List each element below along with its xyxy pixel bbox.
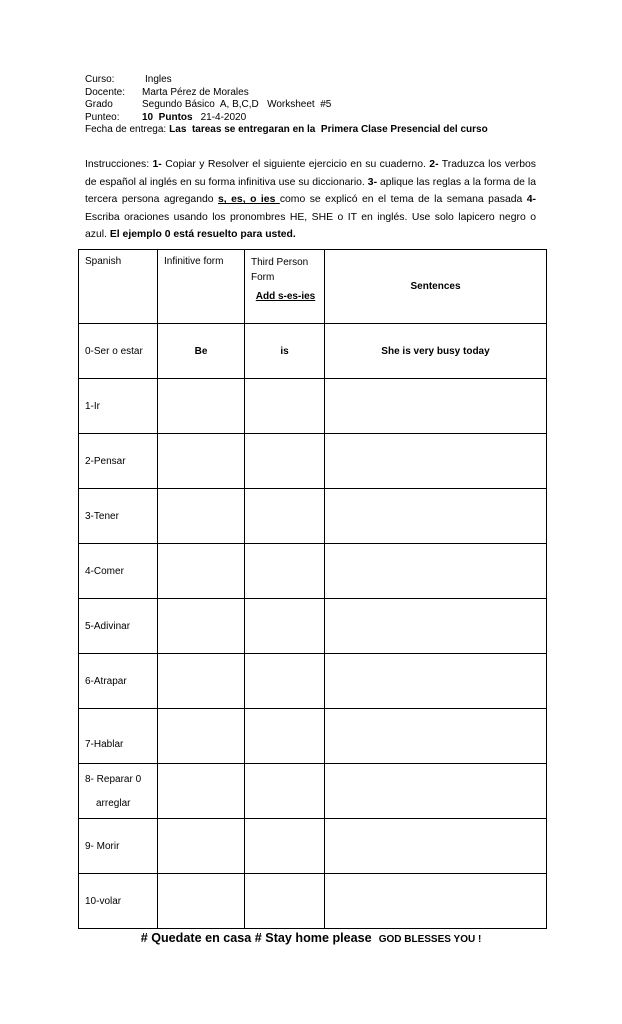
example-sentence: She is very busy today xyxy=(325,324,547,379)
example-row xyxy=(79,324,547,379)
teacher-row xyxy=(85,87,488,100)
example-spanish: 0-Ser o estar xyxy=(79,324,158,379)
verb-cell: 2-Pensar xyxy=(79,434,158,489)
due-date-row xyxy=(85,124,488,137)
table-row xyxy=(79,434,547,489)
verb-cell: 4-Comer xyxy=(79,544,158,599)
third-person-cell xyxy=(245,544,325,599)
table-row xyxy=(79,599,547,654)
sentence-cell xyxy=(325,709,547,764)
footer-slogan xyxy=(0,931,622,945)
sentence-cell xyxy=(325,764,547,819)
step-4-number: 4- xyxy=(526,194,537,206)
header-third-person-label: Third Person Form xyxy=(251,257,309,283)
infinitive-cell xyxy=(158,434,245,489)
third-person-cell xyxy=(245,874,325,929)
verb-cell-line-1: 8- Reparar 0 xyxy=(85,774,142,785)
worksheet-table xyxy=(78,249,547,929)
grade-label: Grado xyxy=(85,99,113,111)
step-2-text: Traduzca los verbos de español al inglés en su forma infinitiva use su diccionario. xyxy=(85,159,537,188)
sentence-cell xyxy=(325,819,547,874)
score-date: 21-4-2020 xyxy=(200,111,247,123)
header-third-person xyxy=(245,250,325,324)
table-row xyxy=(79,874,547,929)
header-infinitive: Infinitive form xyxy=(158,250,245,324)
example-infinitive: Be xyxy=(158,324,245,379)
header-third-person-suffixes: Add s-es-ies xyxy=(255,291,316,302)
verb-cell: 7-Hablar xyxy=(79,709,158,764)
sentence-cell xyxy=(325,654,547,709)
verb-cell: 1-Ir xyxy=(79,379,158,434)
example-note: El ejemplo 0 está resuelto para usted. xyxy=(109,229,296,241)
sentence-cell xyxy=(325,379,547,434)
sentence-cell xyxy=(325,489,547,544)
third-person-cell xyxy=(245,654,325,709)
sentence-cell xyxy=(325,874,547,929)
score-label: Punteo: xyxy=(85,111,120,123)
suffix-rule: s, es, o ies xyxy=(218,194,280,206)
teacher-label: Docente: xyxy=(85,86,126,98)
verb-cell: 10-volar xyxy=(79,874,158,929)
third-person-cell xyxy=(245,434,325,489)
table-header-row xyxy=(79,250,547,324)
footer-stay-home: # Quedate en casa # Stay home please xyxy=(140,931,372,945)
due-date-value: Las tareas se entregaran en la Primera Clase Presencial del curso xyxy=(169,124,488,136)
infinitive-cell xyxy=(158,764,245,819)
verb-cell xyxy=(79,764,158,819)
worksheet-header xyxy=(85,74,488,137)
infinitive-cell xyxy=(158,489,245,544)
teacher-value: Marta Pérez de Morales xyxy=(142,86,249,98)
third-person-cell xyxy=(245,379,325,434)
score-row xyxy=(85,112,488,125)
header-sentences: Sentences xyxy=(325,250,547,324)
step-3-text: aplique las reglas a la forma de la tercera persona agregando xyxy=(85,176,536,206)
verb-cell: 5-Adivinar xyxy=(79,599,158,654)
step-1-number: 1- xyxy=(152,159,162,170)
step-1-text: Copiar y Resolver el siguiente ejercicio en su cuaderno. xyxy=(161,159,430,170)
step-3-text-cont: como se explicó en el tema de la semana pasada xyxy=(279,194,527,206)
table-row xyxy=(79,764,547,819)
header-spanish: Spanish xyxy=(79,250,158,324)
course-label: Curso: xyxy=(85,74,115,85)
infinitive-cell xyxy=(158,379,245,434)
verb-cell: 9- Morir xyxy=(79,819,158,874)
footer-blessing: GOD BLESSES YOU ! xyxy=(378,934,482,945)
verb-cell: 3-Tener xyxy=(79,489,158,544)
due-date-label: Fecha de entrega: xyxy=(85,124,167,136)
infinitive-cell xyxy=(158,544,245,599)
third-person-cell xyxy=(245,819,325,874)
infinitive-cell xyxy=(158,819,245,874)
infinitive-cell xyxy=(158,654,245,709)
example-third-person: is xyxy=(245,324,325,379)
instructions-lead: Instrucciones: xyxy=(85,159,150,170)
third-person-cell xyxy=(245,599,325,654)
third-person-cell xyxy=(245,489,325,544)
infinitive-cell xyxy=(158,709,245,764)
sentence-cell xyxy=(325,599,547,654)
third-person-cell xyxy=(245,709,325,764)
verb-cell-line-2: arreglar xyxy=(96,798,131,809)
infinitive-cell xyxy=(158,874,245,929)
table-row xyxy=(79,379,547,434)
table-row xyxy=(79,489,547,544)
sentence-cell xyxy=(325,434,547,489)
verb-cell: 6-Atrapar xyxy=(79,654,158,709)
table-row xyxy=(79,709,547,764)
grade-value: Segundo Básico A, B,C,D Worksheet #5 xyxy=(142,99,332,111)
grade-row xyxy=(85,99,488,112)
table-row xyxy=(79,654,547,709)
course-value: Ingles xyxy=(145,74,172,85)
step-2-number: 2- xyxy=(429,159,439,170)
infinitive-cell xyxy=(158,599,245,654)
third-person-cell xyxy=(245,764,325,819)
step-4-text: Escriba oraciones usando los pronombres HE, SHE o IT en inglés. Use solo lapicero negro o azul. xyxy=(85,211,536,241)
step-3-number: 3- xyxy=(367,176,378,188)
table-row xyxy=(79,544,547,599)
course-row xyxy=(85,74,488,87)
score-points: 10 Puntos xyxy=(142,111,193,123)
sentence-cell xyxy=(325,544,547,599)
instructions-paragraph xyxy=(85,156,536,244)
table-row xyxy=(79,819,547,874)
